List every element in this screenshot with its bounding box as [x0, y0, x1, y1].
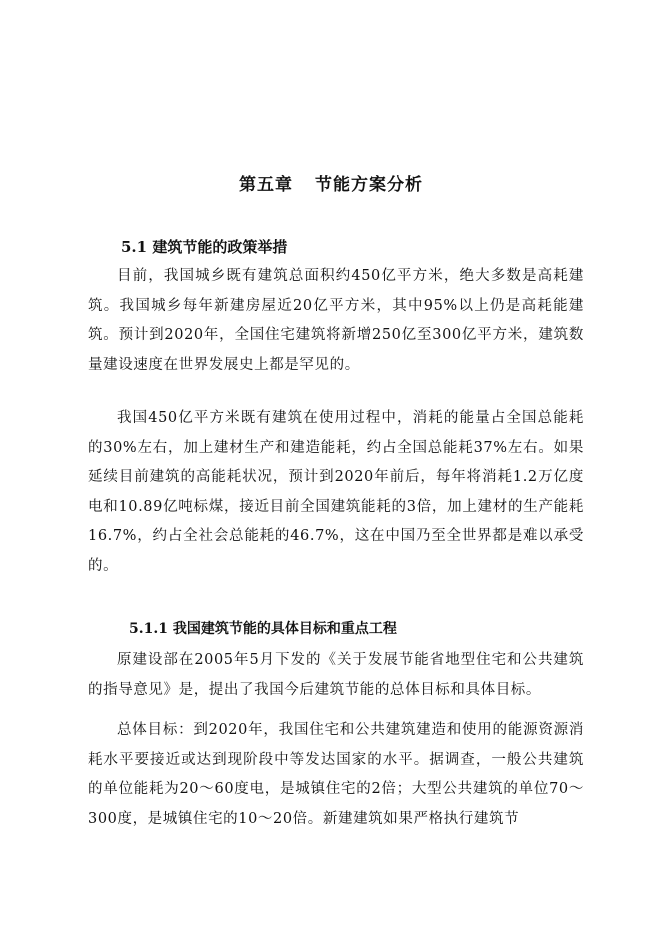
section-heading: 5.1 建筑节能的政策举措	[121, 238, 288, 256]
paragraph-overall-goal: 总体目标：到2020年，我国住宅和公共建筑建造和使用的能源资源消耗水平要接近或达到现阶段中等发达国家的水平。据调查，一般公共建筑的单位能耗为20～60度电，是城镇住宅的2倍；大型公共建筑的单位70～300度，是城镇住宅的10～20倍。新建建筑如果严格执行建筑节	[88, 722, 584, 827]
chapter-number: 第五章	[239, 175, 293, 195]
paragraph-guidance-opinion: 原建设部在2005年5月下发的《关于发展节能省地型住宅和公共建筑的指导意见》是，提出了我国今后建筑节能的总体目标和具体目标。	[88, 652, 584, 698]
subsection-heading: 5.1.1 我国建筑节能的具体目标和重点工程	[129, 621, 397, 637]
paragraph-building-area: 目前，我国城乡既有建筑总面积约450亿平方米，绝大多数是高耗建筑。我国城乡每年新建房屋近20亿平方米，其中95%以上仍是高耗能建筑。预计到2020年，全国住宅建筑将新增250亿至300亿平方米，建筑数量建设速度在世界发展史上都是罕见的。	[88, 268, 584, 373]
paragraph-energy-consumption: 我国450亿平方米既有建筑在使用过程中，消耗的能量占全国总能耗的30%左右，加上建材生产和建造能耗，约占全国总能耗37%左右。如果延续目前建筑的高能耗状况，预计到2020年前后，每年将消耗1.2万亿度电和10.89亿吨标煤，接近目前全国建筑能耗的3倍，加上建材的生产能耗16.7%，约占全社会总能耗的46.7%，这在中国乃至全世界都是难以承受的。	[88, 410, 584, 574]
chapter-title	[0, 170, 662, 195]
chapter-name: 节能方案分析	[315, 175, 423, 195]
